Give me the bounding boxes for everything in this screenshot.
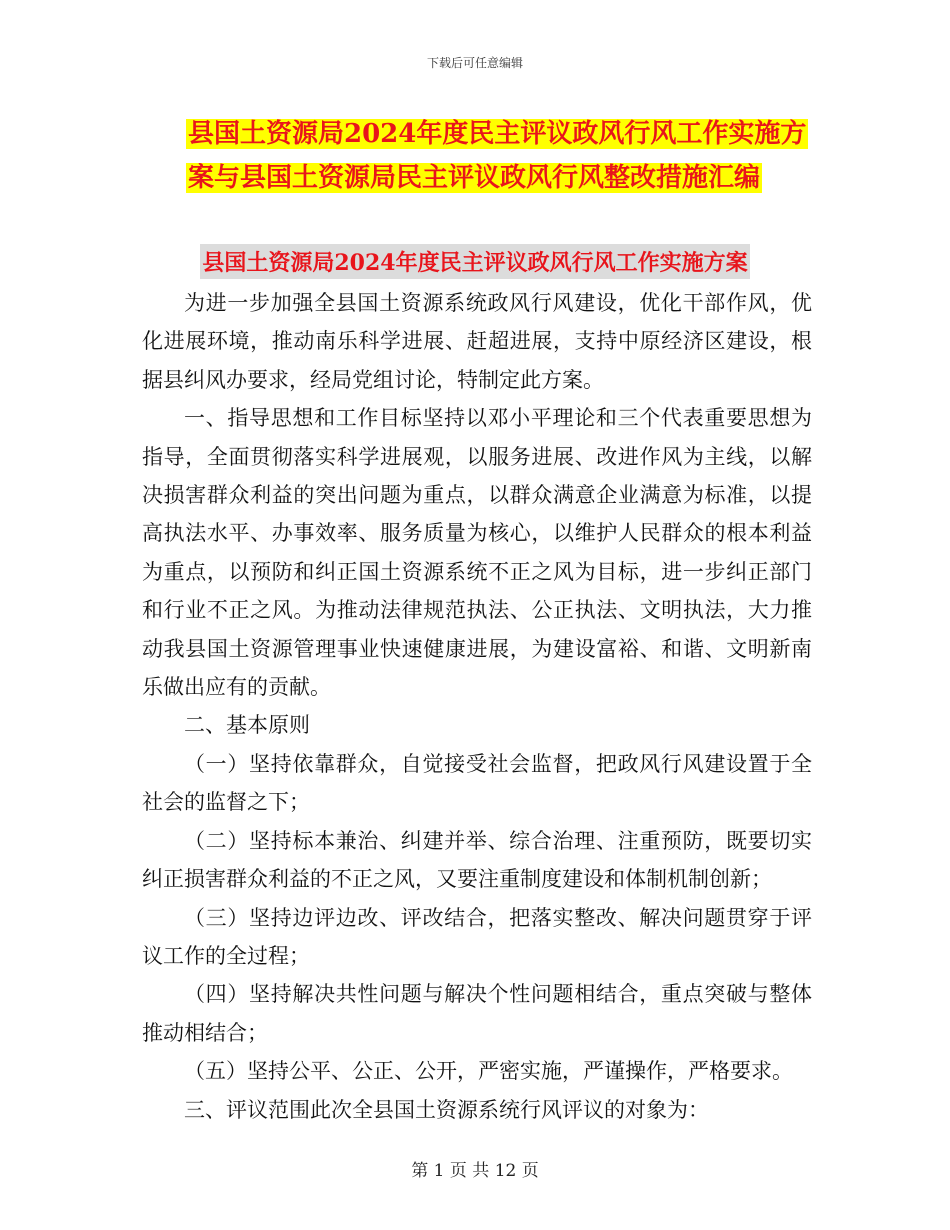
paragraph: （三）坚持边评边改、评改结合，把落实整改、解决问题贯穿于评议工作的全过程； <box>142 905 812 968</box>
document-body <box>142 284 812 1129</box>
header-note: 下载后可任意编辑 <box>426 56 523 70</box>
paragraph: （一）坚持依靠群众，自觉接受社会监督，把政风行风建设置于全社会的监督之下； <box>142 751 812 815</box>
section-title <box>0 244 950 279</box>
document-title <box>186 112 826 200</box>
paragraph: （五）坚持公平、公正、公开，严密实施，严谨操作，严格要求。 <box>184 1059 793 1084</box>
document-title-line2: 案与县国土资源局民主评议政风行风整改措施汇编 <box>188 163 761 193</box>
paragraph: （四）坚持解决共性问题与解决个性问题相结合，重点突破与整体推动相结合； <box>142 982 812 1045</box>
paragraph: 二、基本原则 <box>184 713 310 738</box>
paragraph: （二）坚持标本兼治、纠建并举、综合治理、注重预防，既要切实纠正损害群众利益的不正之风，又要注重制度建设和体制机制创新； <box>142 828 812 892</box>
paragraph: 为进一步加强全县国土资源系统政风行风建设，优化干部作风，优化进展环境，推动南乐科学进展、赶超进展，支持中原经济区建设，根据县纠风办要求，经局党组讨论，特制定此方案。 <box>142 291 812 392</box>
paragraph: 三、评议范围此次全县国土资源系统行风评议的对象为： <box>184 1097 709 1122</box>
document-title-line1: 县国土资源局2024年度民主评议政风行风工作实施方 <box>188 119 807 149</box>
page-number: 第 1 页 共 12 页 <box>411 1161 539 1181</box>
paragraph: 一、指导思想和工作目标坚持以邓小平理论和三个代表重要思想为指导，全面贯彻落实科学进展观，以服务进展、改进作风为主线，以解决损害群众利益的突出问题为重点，以群众满意企业满意为标准，以提高执法水平、办事效率、服务质量为核心，以维护人民群众的根本利益为重点，以预防和纠正国土资源系统不正之风为目标，进一步纠正部门和行业不正之风。为推动法律规范执法、公正执法、文明执法，大力推动我县国土资源管理事业快速健康进展，为建设富裕、和谐、文明新南乐做出应有的贡献。 <box>142 406 812 700</box>
section-title-text: 县国土资源局2024年度民主评议政风行风工作实施方案 <box>200 244 749 279</box>
